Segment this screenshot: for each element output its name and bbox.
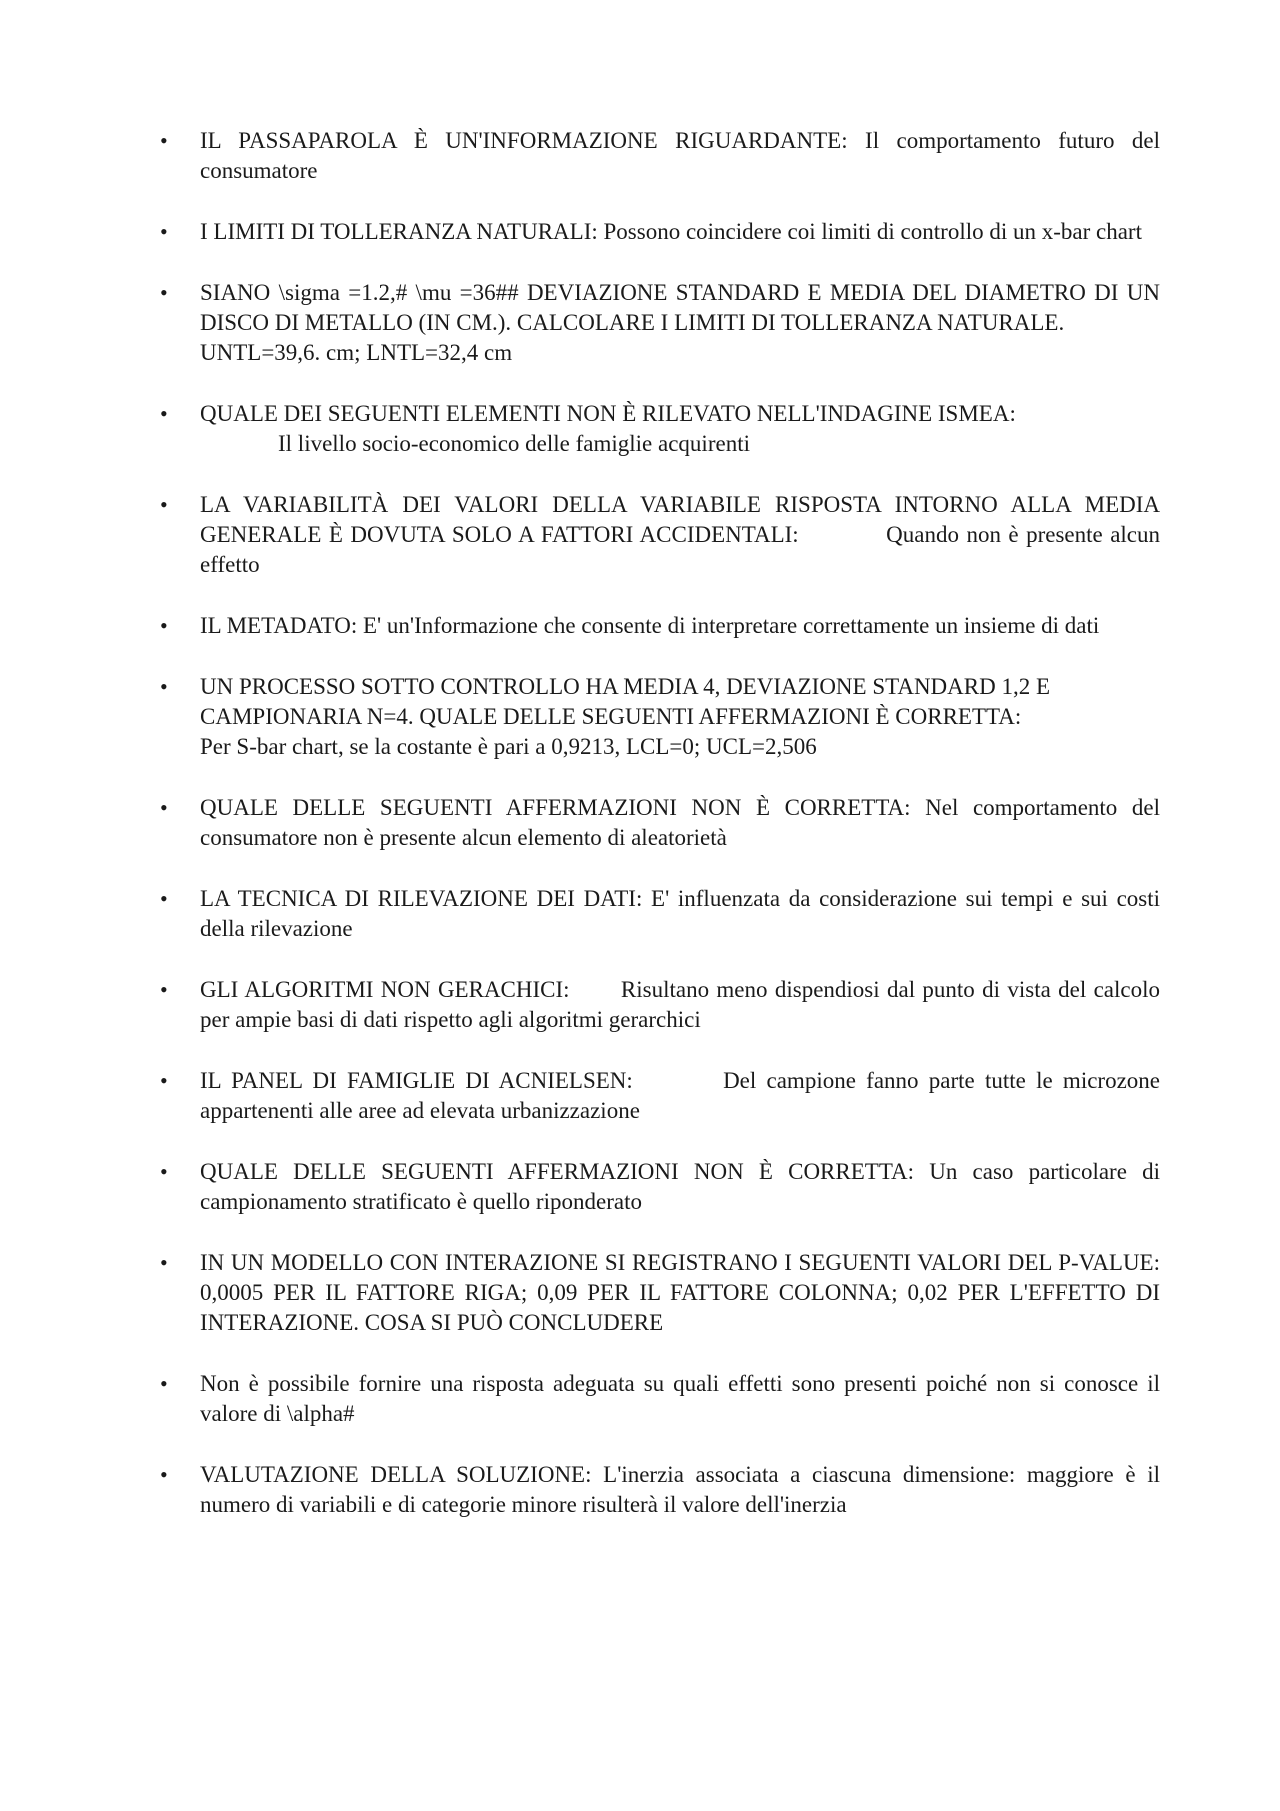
- question-text: QUALE DELLE SEGUENTI AFFERMAZIONI NON È CORRETTA:: [200, 1159, 915, 1184]
- answer-text: Non è possibile fornire una risposta adeguata su quali effetti sono presenti poiché non si conosce il valore di \alpha#: [200, 1371, 1160, 1426]
- list-item-1: [160, 126, 1160, 186]
- answer-text: Il comportamento futuro del consumatore: [200, 128, 1160, 183]
- list-item-15: [160, 1460, 1160, 1520]
- question-text: IL PASSAPAROLA È UN'INFORMAZIONE RIGUARDANTE:: [200, 128, 848, 153]
- list-item-5: [160, 490, 1160, 580]
- question-text: IN UN MODELLO CON INTERAZIONE SI REGISTRANO I SEGUENTI VALORI DEL P-VALUE: 0,0005 PER IL FATTORE RIGA; 0,09 PER IL FATTORE COLONNA; 0,02 PER L'EFFETTO DI INTERAZIONE. COSA SI PUÒ CONCLUDERE: [200, 1250, 1160, 1335]
- bullet-icon: •: [160, 1159, 168, 1184]
- bullet-icon: •: [160, 886, 168, 911]
- question-text: LA VARIABILITÀ DEI VALORI DELLA VARIABILE RISPOSTA INTORNO ALLA MEDIA GENERALE È DOVUTA SOLO A FATTORI ACCIDENTALI:: [200, 492, 1160, 547]
- answer-text: Quando non è presente alcun effetto: [200, 522, 1161, 577]
- answer-text: UNTL=39,6. cm; LNTL=32,4 cm: [200, 340, 513, 365]
- question-answer-list: [160, 126, 1160, 1551]
- list-item-6: [160, 611, 1160, 641]
- bullet-icon: •: [160, 795, 168, 820]
- question-text: UN PROCESSO SOTTO CONTROLLO HA MEDIA 4, DEVIAZIONE STANDARD 1,2 E CAMPIONARIA N=4. QUALE DELLE SEGUENTI AFFERMAZIONI È CORRETTA:: [200, 674, 1051, 729]
- question-text: QUALE DELLE SEGUENTI AFFERMAZIONI NON È CORRETTA:: [200, 795, 911, 820]
- list-item-8: [160, 793, 1160, 853]
- bullet-icon: •: [160, 219, 168, 244]
- question-text: I LIMITI DI TOLLERANZA NATURALI:: [200, 219, 598, 244]
- bullet-icon: •: [160, 977, 168, 1002]
- answer-text: E' un'Informazione che consente di interpretare correttamente un insieme di dati: [362, 613, 1100, 638]
- answer-text: Possono coincidere coi limiti di controllo di un x-bar chart: [603, 219, 1142, 244]
- list-item-10: [160, 975, 1160, 1035]
- bullet-icon: •: [160, 492, 168, 517]
- list-item-3: [160, 278, 1160, 368]
- question-text: LA TECNICA DI RILEVAZIONE DEI DATI:: [200, 886, 643, 911]
- list-item-14: [160, 1369, 1160, 1429]
- bullet-icon: •: [160, 280, 168, 305]
- bullet-icon: •: [160, 1462, 168, 1487]
- list-item-7: [160, 672, 1160, 762]
- question-text: VALUTAZIONE DELLA SOLUZIONE:: [200, 1462, 592, 1487]
- answer-text: Per S-bar chart, se la costante è pari a 0,9213, LCL=0; UCL=2,506: [200, 734, 817, 759]
- bullet-icon: •: [160, 128, 168, 153]
- answer-text: Il livello socio-economico delle famiglie acquirenti: [278, 431, 750, 456]
- bullet-icon: •: [160, 674, 168, 699]
- answer-text: Nel comportamento del consumatore non è presente alcun elemento di aleatorietà: [200, 795, 1161, 850]
- list-item-4: [160, 399, 1160, 459]
- bullet-icon: •: [160, 401, 168, 426]
- answer-text: Risultano meno dispendiosi dal punto di vista del calcolo per ampie basi di dati rispetto agli algoritmi gerarchici: [200, 977, 1161, 1032]
- bullet-icon: •: [160, 1068, 168, 1093]
- question-text: GLI ALGORITMI NON GERACHICI:: [200, 977, 570, 1002]
- question-text: QUALE DEI SEGUENTI ELEMENTI NON È RILEVATO NELL'INDAGINE ISMEA:: [200, 401, 1016, 426]
- answer-text: E' influenzata da considerazione sui tempi e sui costi della rilevazione: [200, 886, 1161, 941]
- question-text: IL PANEL DI FAMIGLIE DI ACNIELSEN:: [200, 1068, 633, 1093]
- list-item-13: [160, 1248, 1160, 1338]
- list-item-12: [160, 1157, 1160, 1217]
- question-text: SIANO \sigma =1.2,# \mu =36## DEVIAZIONE STANDARD E MEDIA DEL DIAMETRO DI UN DISCO DI METALLO (IN CM.). CALCOLARE I LIMITI DI TOLLERANZA NATURALE.: [200, 280, 1160, 335]
- answer-text: Del campione fanno parte tutte le microzone appartenenti alle aree ad elevata urbanizzazione: [200, 1068, 1160, 1123]
- bullet-icon: •: [160, 1371, 168, 1396]
- answer-text: L'inerzia associata a ciascuna dimensione: maggiore è il numero di variabili e di categorie minore risulterà il valore dell'inerzia: [200, 1462, 1160, 1517]
- bullet-icon: •: [160, 613, 168, 638]
- answer-text: Un caso particolare di campionamento stratificato è quello riponderato: [200, 1159, 1160, 1214]
- bullet-icon: •: [160, 1250, 168, 1275]
- list-item-11: [160, 1066, 1160, 1126]
- question-text: IL METADATO:: [200, 613, 358, 638]
- list-item-9: [160, 884, 1160, 944]
- list-item-2: [160, 217, 1160, 247]
